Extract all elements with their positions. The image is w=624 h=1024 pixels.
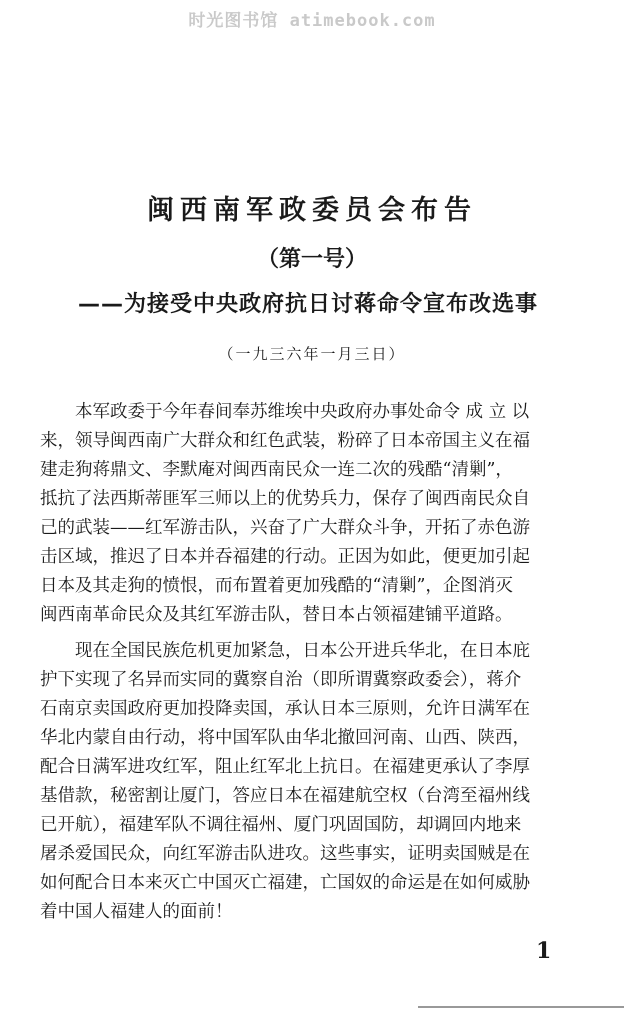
document-title: 闽西南军政委员会布告	[147, 195, 477, 226]
scan-edge-line	[418, 1006, 624, 1008]
document-number: （第一号）	[256, 247, 367, 272]
page-number: 1	[536, 938, 552, 964]
paragraph-line: 击区域，推迟了日本并吞福建的行动。正因为如此，便更加引起	[40, 547, 530, 567]
paragraph-line: 石南京卖国政府更加投降卖国，承认日本三原则，允许日满军在	[40, 699, 530, 719]
paragraph-line: 着中国人福建人的面前！	[40, 902, 233, 922]
paragraph-2	[40, 637, 586, 927]
paragraph-1	[40, 398, 586, 630]
paragraph-line: 华北内蒙自由行动，将中国军队由华北撤回河南、山西、陕西，	[40, 728, 530, 748]
document-date: （一九三六年一月三日）	[218, 345, 406, 363]
paragraph-line: 抵抗了法西斯蒂匪军三师以上的优势兵力，保存了闽西南民众自	[40, 489, 530, 509]
paragraph-line: 来，领导闽西南广大群众和红色武装，粉碎了日本帝国主义在福	[40, 431, 530, 451]
paragraph-line: 配合日满军进攻红军，阻止红军北上抗日。在福建更承认了李厚	[40, 757, 530, 777]
paragraph-line: 日本及其走狗的愤恨，而布置着更加残酷的“清剿”，企图消灭	[40, 576, 513, 596]
paragraph-line: 闽西南革命民众及其红军游击队，替日本占领福建铺平道路。	[40, 605, 513, 625]
paragraph-line: 建走狗蒋鼎文、李默庵对闽西南民众一连二次的残酷“清剿”，	[40, 460, 513, 480]
paragraph-line: 己的武装——红军游击队，兴奋了广大群众斗争，开拓了赤色游	[40, 518, 530, 538]
paragraph-line: 本军政委于今年春间奉苏维埃中央政府办事处命令 成 立 以	[40, 402, 530, 422]
document-subtitle: ——为接受中央政府抗日讨蒋命令宣布改选事	[78, 292, 539, 317]
paragraph-line: 已开航），福建军队不调往福州、厦门巩固国防，却调回内地来	[40, 815, 522, 835]
paragraph-line: 如何配合日本来灭亡中国灭亡福建，亡国奴的命运是在如何威胁	[40, 873, 530, 893]
paragraph-line: 屠杀爱国民众，向红军游击队进攻。这些事实，证明卖国贼是在	[40, 844, 530, 864]
watermark: 时光图书馆 atimebook.com	[188, 11, 436, 31]
paragraph-line: 现在全国民族危机更加紧急，日本公开进兵华北，在日本庇	[40, 641, 530, 661]
paragraph-line: 护下实现了名异而实同的冀察自治（即所谓冀察政委会），蒋介	[40, 670, 522, 690]
paragraph-line: 基借款，秘密割让厦门，答应日本在福建航空权（台湾至福州线	[40, 786, 530, 806]
